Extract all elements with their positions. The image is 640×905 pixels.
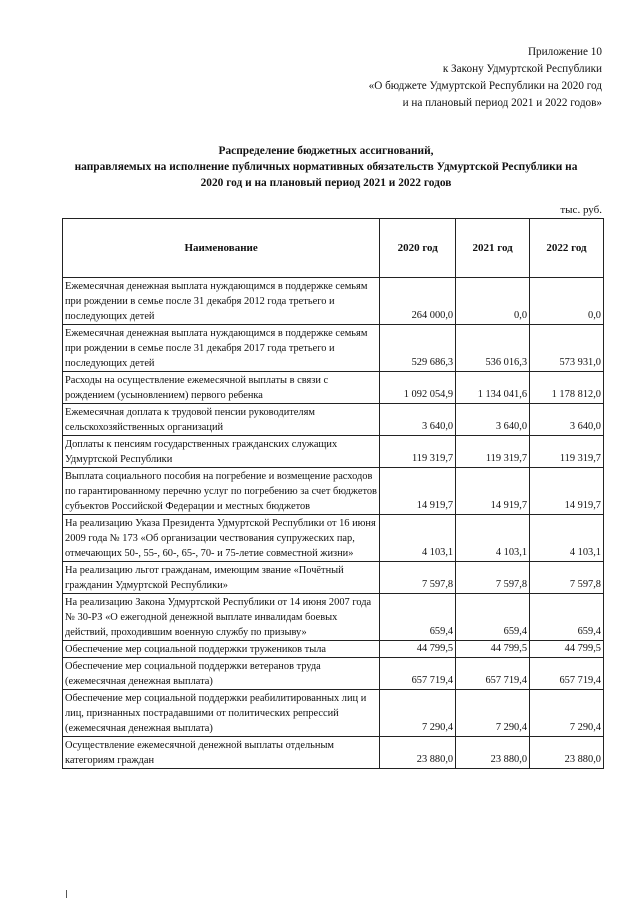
- row-2020-cell: 659,4: [380, 594, 456, 641]
- row-name-cell: Ежемесячная доплата к трудовой пенсии руководителям сельскохозяйственных организаций: [63, 404, 380, 436]
- document-title: [40, 143, 612, 191]
- row-name-cell: На реализацию Закона Удмуртской Республики от 14 июня 2007 года № 30-РЗ «О ежегодной денежной выплате инвалидам боевых действий, проходившим военную службу по призыву»: [63, 594, 380, 641]
- row-2020-cell: 7 290,4: [380, 690, 456, 737]
- row-2022-cell: 7 597,8: [530, 562, 604, 594]
- header-name: Наименование: [63, 219, 380, 278]
- row-2022-cell: 44 799,5: [530, 641, 604, 658]
- row-2020-cell: 529 686,3: [380, 325, 456, 372]
- row-2021-cell: 3 640,0: [456, 404, 530, 436]
- row-name-cell: Выплата социального пособия на погребение и возмещение расходов по гарантированному перечню услуг по погребению за счет бюджетов субъектов Российской Федерации и местных бюджетов: [63, 468, 380, 515]
- row-2022-cell: 119 319,7: [530, 436, 604, 468]
- row-2021-cell: 7 597,8: [456, 562, 530, 594]
- row-2022-cell: 3 640,0: [530, 404, 604, 436]
- header-2021: 2021 год: [456, 219, 530, 278]
- row-2022-cell: 0,0: [530, 278, 604, 325]
- table-header-row: [63, 219, 604, 278]
- table-row: [63, 325, 604, 372]
- row-2021-cell: 4 103,1: [456, 515, 530, 562]
- appendix-line-3: «О бюджете Удмуртской Республики на 2020 год: [368, 80, 602, 92]
- table-body: [63, 278, 604, 769]
- row-name-cell: На реализацию Указа Президента Удмуртской Республики от 16 июня 2009 года № 173 «Об организации чествования супружеских пар, отмечающих 50-, 55-, 60-, 65-, 70- и 75-летие совместной жизни»: [63, 515, 380, 562]
- row-2022-cell: 659,4: [530, 594, 604, 641]
- appendix-line-2: к Закону Удмуртской Республики: [442, 63, 602, 75]
- row-name-cell: Доплаты к пенсиям государственных гражданских служащих Удмуртской Республики: [63, 436, 380, 468]
- row-2020-cell: 657 719,4: [380, 658, 456, 690]
- table-row: [63, 515, 604, 562]
- table-row: [63, 658, 604, 690]
- row-2021-cell: 659,4: [456, 594, 530, 641]
- table-row: [63, 562, 604, 594]
- row-name-cell: Осуществление ежемесячной денежной выплаты отдельным категориям граждан: [63, 737, 380, 769]
- table-row: [63, 404, 604, 436]
- row-2022-cell: 7 290,4: [530, 690, 604, 737]
- row-2020-cell: 1 092 054,9: [380, 372, 456, 404]
- row-2020-cell: 7 597,8: [380, 562, 456, 594]
- row-2020-cell: 3 640,0: [380, 404, 456, 436]
- row-2020-cell: 4 103,1: [380, 515, 456, 562]
- table-row: [63, 641, 604, 658]
- row-2020-cell: 44 799,5: [380, 641, 456, 658]
- title-line-3: 2020 год и на плановый период 2021 и 2022 годов: [200, 177, 452, 189]
- row-2020-cell: 23 880,0: [380, 737, 456, 769]
- row-name-cell: Обеспечение мер социальной поддержки реабилитированных лиц и лиц, признанных пострадавшими от политических репрессий (ежемесячная денежная выплата): [63, 690, 380, 737]
- budget-table: [62, 218, 604, 769]
- table-row: [63, 468, 604, 515]
- row-2021-cell: 536 016,3: [456, 325, 530, 372]
- units-label: тыс. руб.: [560, 204, 602, 216]
- row-2020-cell: 119 319,7: [380, 436, 456, 468]
- row-2022-cell: 657 719,4: [530, 658, 604, 690]
- row-2022-cell: 573 931,0: [530, 325, 604, 372]
- row-2021-cell: 44 799,5: [456, 641, 530, 658]
- row-2022-cell: 23 880,0: [530, 737, 604, 769]
- table-row: [63, 372, 604, 404]
- table-row: [63, 278, 604, 325]
- row-name-cell: Ежемесячная денежная выплата нуждающимся в поддержке семьям при рождении в семье после 31 декабря 2017 года третьего и последующих детей: [63, 325, 380, 372]
- row-2021-cell: 657 719,4: [456, 658, 530, 690]
- row-name-cell: Обеспечение мер социальной поддержки тружеников тыла: [63, 641, 380, 658]
- row-2022-cell: 1 178 812,0: [530, 372, 604, 404]
- appendix-header: [369, 44, 602, 112]
- appendix-line-1: Приложение 10: [527, 46, 602, 58]
- title-line-1: Распределение бюджетных ассигнований,: [218, 145, 434, 157]
- row-name-cell: Расходы на осуществление ежемесячной выплаты в связи с рождением (усыновлением) первого ребенка: [63, 372, 380, 404]
- table-row: [63, 690, 604, 737]
- row-2020-cell: 264 000,0: [380, 278, 456, 325]
- header-2022: 2022 год: [530, 219, 604, 278]
- row-2021-cell: 14 919,7: [456, 468, 530, 515]
- row-2020-cell: 14 919,7: [380, 468, 456, 515]
- row-2021-cell: 119 319,7: [456, 436, 530, 468]
- row-name-cell: Обеспечение мер социальной поддержки ветеранов труда (ежемесячная денежная выплата): [63, 658, 380, 690]
- appendix-line-4: и на плановый период 2021 и 2022 годов»: [402, 97, 602, 109]
- table-row: [63, 436, 604, 468]
- row-2021-cell: 7 290,4: [456, 690, 530, 737]
- table-row: [63, 737, 604, 769]
- row-2022-cell: 4 103,1: [530, 515, 604, 562]
- row-2021-cell: 1 134 041,6: [456, 372, 530, 404]
- page-edge-mark: [66, 890, 67, 898]
- row-2021-cell: 0,0: [456, 278, 530, 325]
- header-2020: 2020 год: [380, 219, 456, 278]
- title-line-2: направляемых на исполнение публичных нормативных обязательств Удмуртской Республики на: [74, 161, 578, 173]
- row-name-cell: Ежемесячная денежная выплата нуждающимся в поддержке семьям при рождении в семье после 31 декабря 2012 года третьего и последующих детей: [63, 278, 380, 325]
- table-row: [63, 594, 604, 641]
- row-2022-cell: 14 919,7: [530, 468, 604, 515]
- row-name-cell: На реализацию льгот гражданам, имеющим звание «Почётный гражданин Удмуртской Республики»: [63, 562, 380, 594]
- row-2021-cell: 23 880,0: [456, 737, 530, 769]
